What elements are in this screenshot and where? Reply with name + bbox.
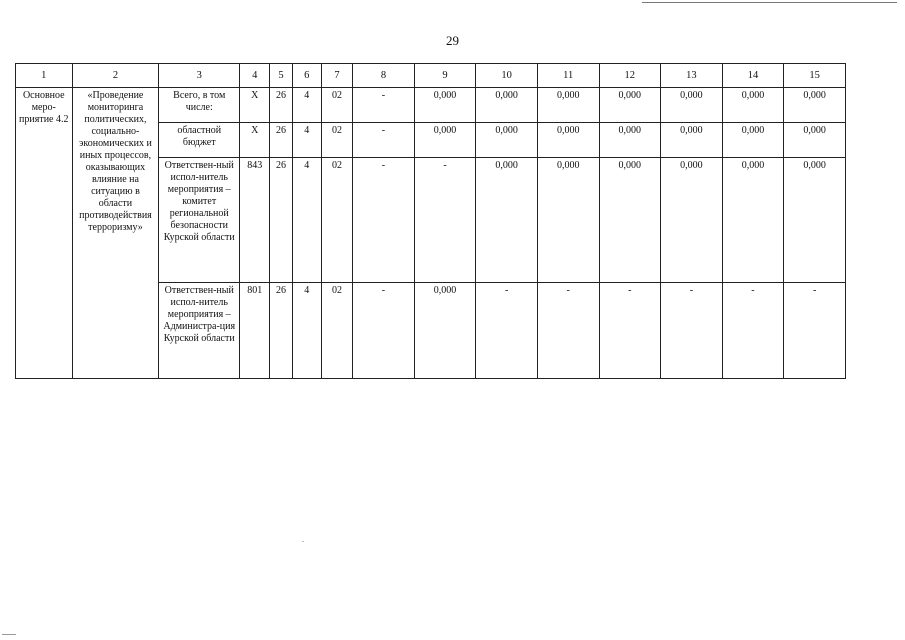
scan-artifact xyxy=(302,541,304,542)
data-cell: 02 xyxy=(321,158,352,283)
executor-cell: Ответствен-ный испол-нитель мероприятия – Администра-ция Курской области xyxy=(159,283,240,379)
data-cell: 0,000 xyxy=(784,158,846,283)
data-cell: 26 xyxy=(270,283,292,379)
data-cell: 4 xyxy=(292,283,321,379)
data-cell: 801 xyxy=(240,283,270,379)
column-header: 6 xyxy=(292,64,321,88)
column-header: 9 xyxy=(414,64,476,88)
data-cell: 0,000 xyxy=(599,88,661,123)
column-header: 2 xyxy=(72,64,159,88)
data-cell: 0,000 xyxy=(661,123,723,158)
column-header: 12 xyxy=(599,64,661,88)
data-cell: 0,000 xyxy=(414,88,476,123)
data-cell: 4 xyxy=(292,158,321,283)
data-cell: - xyxy=(414,158,476,283)
data-cell: 0,000 xyxy=(784,123,846,158)
data-cell: 02 xyxy=(321,88,352,123)
column-header: 4 xyxy=(240,64,270,88)
executor-cell: областной бюджет xyxy=(159,123,240,158)
data-cell: 02 xyxy=(321,123,352,158)
data-cell: 0,000 xyxy=(784,88,846,123)
column-header: 8 xyxy=(353,64,415,88)
data-cell: - xyxy=(353,88,415,123)
measure-code-cell: Основное меро-приятие 4.2 xyxy=(16,88,73,379)
data-cell: 0,000 xyxy=(722,88,784,123)
data-cell: 4 xyxy=(292,123,321,158)
data-cell: X xyxy=(240,88,270,123)
data-cell: 0,000 xyxy=(599,123,661,158)
data-cell: - xyxy=(784,283,846,379)
data-cell: 0,000 xyxy=(414,123,476,158)
data-cell: 0,000 xyxy=(537,123,599,158)
column-header: 10 xyxy=(476,64,538,88)
data-cell: - xyxy=(476,283,538,379)
executor-cell: Всего, в том числе: xyxy=(159,88,240,123)
data-cell: X xyxy=(240,123,270,158)
data-cell: 0,000 xyxy=(476,158,538,283)
measure-name-cell: «Проведение мониторинга политических, социально-экономических и иных процессов, оказывающих влияние на ситуацию в области противодействия терроризму» xyxy=(72,88,159,379)
column-header: 5 xyxy=(270,64,292,88)
header-row xyxy=(16,64,846,88)
data-cell: 0,000 xyxy=(661,88,723,123)
scan-artifact xyxy=(2,634,16,635)
data-cell: 26 xyxy=(270,158,292,283)
column-header: 3 xyxy=(159,64,240,88)
column-header: 15 xyxy=(784,64,846,88)
data-cell: - xyxy=(661,283,723,379)
budget-table xyxy=(15,63,846,379)
data-cell: 0,000 xyxy=(537,158,599,283)
executor-cell: Ответствен-ный испол-нитель мероприятия – комитет региональной безопасности Курской области xyxy=(159,158,240,283)
data-cell: 0,000 xyxy=(476,88,538,123)
data-cell: - xyxy=(537,283,599,379)
data-cell: 26 xyxy=(270,88,292,123)
column-header: 11 xyxy=(537,64,599,88)
data-cell: - xyxy=(722,283,784,379)
data-cell: - xyxy=(353,283,415,379)
page-number: 29 xyxy=(446,33,459,48)
column-header: 13 xyxy=(661,64,723,88)
data-cell: 0,000 xyxy=(661,158,723,283)
header-rule xyxy=(642,2,897,3)
data-cell: 0,000 xyxy=(722,123,784,158)
column-header: 14 xyxy=(722,64,784,88)
data-cell: 0,000 xyxy=(599,158,661,283)
data-cell: 0,000 xyxy=(414,283,476,379)
data-cell: - xyxy=(599,283,661,379)
table-row xyxy=(16,88,846,123)
data-cell: 0,000 xyxy=(476,123,538,158)
data-cell: - xyxy=(353,123,415,158)
data-cell: 843 xyxy=(240,158,270,283)
data-cell: 02 xyxy=(321,283,352,379)
data-cell: 0,000 xyxy=(537,88,599,123)
data-cell: 4 xyxy=(292,88,321,123)
data-cell: - xyxy=(353,158,415,283)
column-header: 1 xyxy=(16,64,73,88)
data-cell: 0,000 xyxy=(722,158,784,283)
data-cell: 26 xyxy=(270,123,292,158)
column-header: 7 xyxy=(321,64,352,88)
